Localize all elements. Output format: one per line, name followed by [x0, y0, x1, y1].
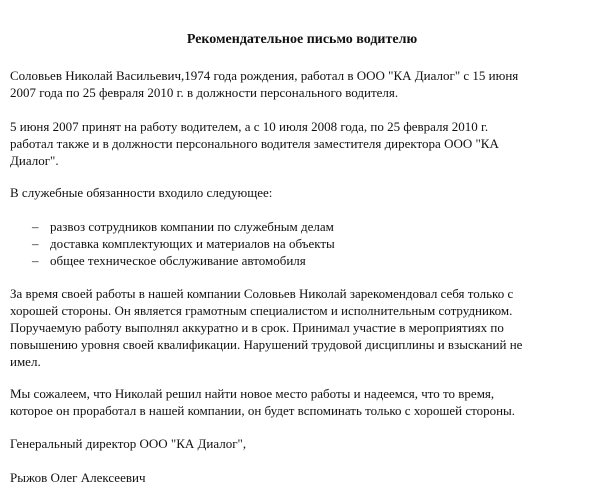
- text-line: работал также и в должности персонального водителя заместителя директора ООО "КА: [10, 136, 499, 151]
- bullet-dash: –: [32, 219, 39, 234]
- list-item-text: общее техническое обслуживание автомобиля: [50, 253, 306, 268]
- signature-title: Генеральный директор ООО "КА Диалог",: [10, 436, 247, 451]
- text-line: За время своей работы в нашей компании Соловьев Николай зарекомендовал себя только с: [10, 286, 514, 301]
- text-line: Диалог".: [10, 153, 59, 168]
- employment-paragraph: [10, 118, 582, 169]
- assessment-paragraph: [10, 285, 582, 370]
- duties-heading: В служебные обязанности входило следующее:: [10, 185, 273, 200]
- list-item-text: доставка комплектующих и материалов на объекты: [50, 236, 335, 251]
- text-line: хорошей стороны. Он является грамотным специалистом и исполнительным сотрудником.: [10, 303, 513, 318]
- text-line: 5 июня 2007 принят на работу водителем, а с 10 июля 2008 года, по 25 февраля 2010 г.: [10, 119, 489, 134]
- text-line: которое он проработал в нашей компании, он будет вспоминать только с хорошей стороны.: [10, 403, 516, 418]
- intro-paragraph: [10, 67, 582, 101]
- text-line: Соловьев Николай Васильевич,1974 года рождения, работал в ООО "КА Диалог" с 15 июня: [10, 68, 519, 83]
- letter-title: Рекомендательное письмо водителю: [186, 32, 418, 47]
- text-line: повышению уровня своей квалификации. Нарушений трудовой дисциплины и взысканий не: [10, 337, 523, 352]
- text-line: Поручаемую работу выполнял аккуратно и в срок. Принимал участие в мероприятиях по: [10, 320, 504, 335]
- bullet-dash: –: [32, 236, 39, 251]
- list-item: [10, 218, 335, 235]
- signature-name: Рыжов Олег Алексеевич: [10, 470, 146, 485]
- bullet-dash: –: [32, 253, 39, 268]
- duties-list: [10, 218, 335, 269]
- list-item: [10, 252, 335, 269]
- list-item: [10, 235, 335, 252]
- text-line: Мы сожалеем, что Николай решил найти новое место работы и надеемся, что то время,: [10, 386, 495, 401]
- text-line: 2007 года по 25 февраля 2010 г. в должности персонального водителя.: [10, 85, 399, 100]
- text-line: имел.: [10, 354, 41, 369]
- closing-paragraph: [10, 385, 582, 419]
- list-item-text: развоз сотрудников компании по служебным делам: [50, 219, 334, 234]
